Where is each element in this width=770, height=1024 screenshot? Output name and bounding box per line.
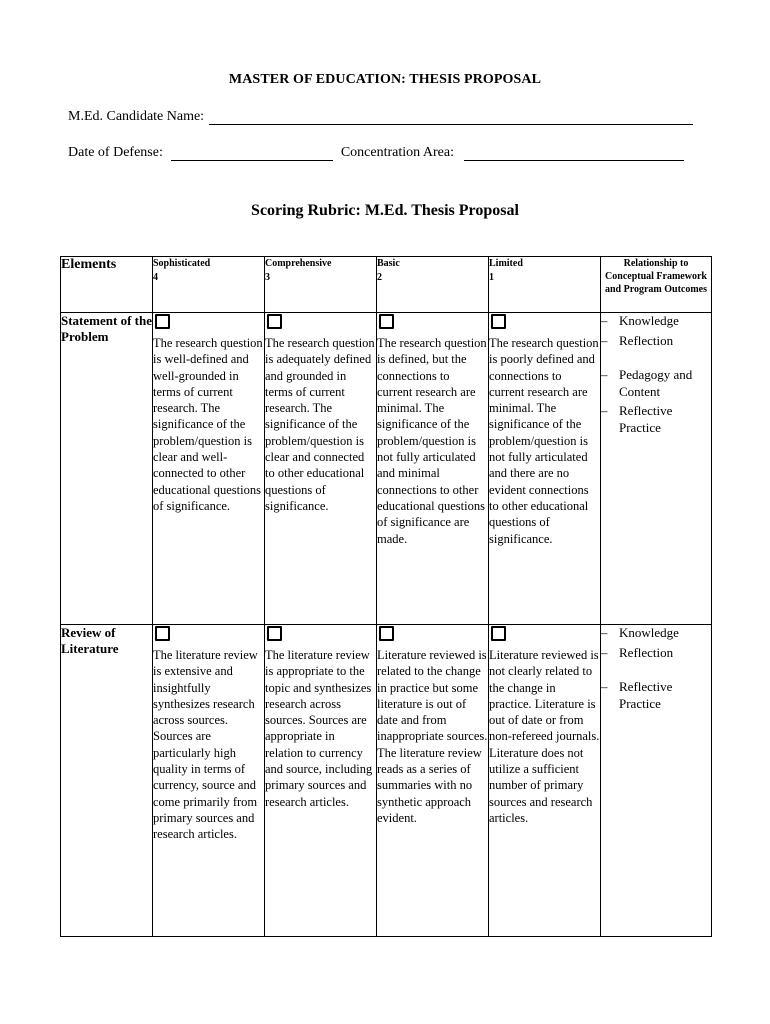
rubric-row-review-of-literature (61, 625, 712, 937)
relationship-list (601, 313, 711, 436)
relationship-item: – Pedagogy and Content (601, 367, 711, 400)
level-header-sophisticated (153, 257, 265, 313)
element-label: Review of Literature (61, 625, 153, 937)
relationship-item: – Reflection (601, 645, 711, 662)
scoring-rubric-table (60, 256, 712, 937)
score-checkbox[interactable] (267, 626, 282, 641)
score-checkbox[interactable] (379, 314, 394, 329)
date-of-defense-label: Date of Defense: (68, 145, 163, 160)
candidate-name-label: M.Ed. Candidate Name: (68, 109, 205, 124)
level-name: Sophisticated (153, 258, 211, 269)
relationship-cell (601, 313, 712, 625)
criterion-text: Literature reviewed is related to the change in practice but some literature is out of date and from inappropriate sources. The literature review reads as a series of summaries with no synthetic approach evident. (377, 648, 488, 825)
rubric-subtitle: Scoring Rubric: M.Ed. Thesis Proposal (251, 202, 519, 219)
criterion-text: The research question is poorly defined and connections to current research are minimal. The significance of the problem/question is not fully articulated and there are no evident connections to other educational questions of significance. (489, 336, 599, 546)
rubric-header-row (61, 257, 712, 313)
candidate-name-field[interactable] (209, 110, 693, 125)
rubric-cell (153, 625, 265, 937)
document-title: MASTER OF EDUCATION: THESIS PROPOSAL (228, 72, 542, 87)
level-score: 3 (265, 272, 270, 283)
level-score: 4 (153, 272, 158, 283)
rubric-cell (265, 625, 377, 937)
level-score: 1 (489, 272, 494, 283)
relationship-header: Relationship to Conceptual Framework and Program Outcomes (601, 257, 712, 313)
score-checkbox[interactable] (379, 626, 394, 641)
rubric-cell (489, 625, 601, 937)
criterion-text: The research question is defined, but the connections to current research are minimal. The significance of the problem/question is not fully articulated and minimal connections to other educational questions of significance are made. (377, 336, 487, 546)
level-name: Basic (377, 258, 400, 269)
element-label: Statement of the Problem (61, 313, 153, 625)
criterion-text: The literature review is appropriate to the topic and synthesizes research across sources. Sources are appropriate in relation to currency and source, including primary sources and research articles. (265, 648, 373, 809)
relationship-item: – Reflective Practice (601, 403, 711, 436)
rubric-cell (377, 313, 489, 625)
rubric-cell (153, 313, 265, 625)
criterion-text: The research question is well-defined and well-grounded in terms of current research. The significance of the problem/question is clear and well-connected to other educational questions of significance. (153, 336, 263, 513)
rubric-cell (489, 313, 601, 625)
score-checkbox[interactable] (267, 314, 282, 329)
criterion-text: The literature review is extensive and insightfully synthesizes research across sources. Sources are particularly high quality in terms of currency, source and come primarily from primary sources and research articles. (153, 648, 258, 842)
candidate-name-row (68, 109, 693, 125)
rubric-cell (377, 625, 489, 937)
score-checkbox[interactable] (491, 626, 506, 641)
level-header-limited (489, 257, 601, 313)
elements-header: Elements (61, 257, 153, 313)
criterion-text: The research question is adequately defined and grounded in terms of current research. The significance of the problem/question is clear and connected to other educational questions of significance. (265, 336, 375, 513)
level-header-comprehensive (265, 257, 377, 313)
date-concentration-row (68, 145, 684, 161)
score-checkbox[interactable] (155, 626, 170, 641)
level-name: Limited (489, 258, 523, 269)
relationship-item: – Reflective Practice (601, 679, 711, 712)
score-checkbox[interactable] (155, 314, 170, 329)
rubric-row-statement-of-problem (61, 313, 712, 625)
criterion-text: Literature reviewed is not clearly related to the change in practice. Literature is out of date or from non-refereed journals. Literature does not utilize a sufficient number of primary sources and research articles. (489, 648, 600, 825)
relationship-item: – Knowledge (601, 625, 711, 642)
relationship-list (601, 625, 711, 712)
relationship-cell (601, 625, 712, 937)
level-name: Comprehensive (265, 258, 332, 269)
date-of-defense-field[interactable] (171, 146, 333, 161)
score-checkbox[interactable] (491, 314, 506, 329)
level-header-basic (377, 257, 489, 313)
concentration-area-label: Concentration Area: (340, 145, 454, 160)
rubric-cell (265, 313, 377, 625)
relationship-item: – Reflection (601, 333, 711, 350)
level-score: 2 (377, 272, 382, 283)
concentration-area-field[interactable] (464, 146, 684, 161)
relationship-item: – Knowledge (601, 313, 711, 330)
